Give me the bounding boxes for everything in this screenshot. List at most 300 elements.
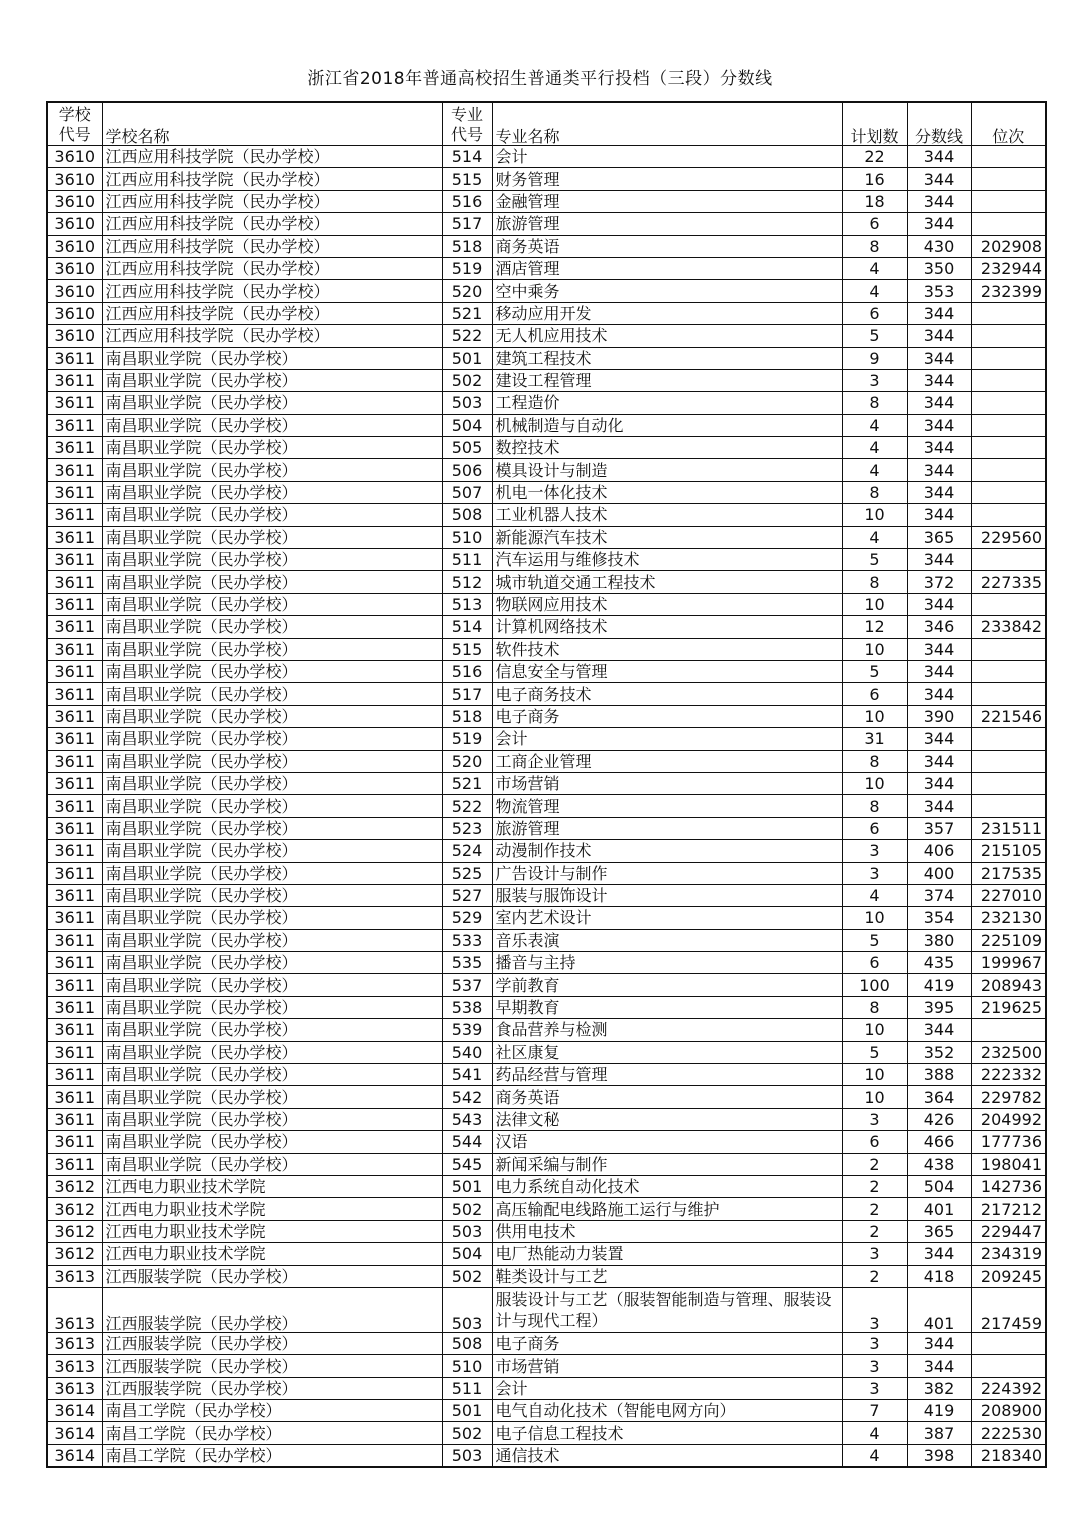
major-name-cell: 信息安全与管理 — [492, 660, 842, 682]
plan-cell: 3 — [842, 1243, 907, 1265]
major-code-cell: 508 — [442, 504, 492, 526]
school-code-cell: 3611 — [47, 862, 102, 884]
table-row — [47, 1108, 1046, 1130]
rank-cell — [971, 750, 1046, 772]
table-row — [47, 884, 1046, 906]
school-code-cell: 3610 — [47, 146, 102, 168]
rank-cell — [971, 504, 1046, 526]
score-cell: 380 — [907, 929, 971, 951]
school-code-cell: 3611 — [47, 593, 102, 615]
school-code-cell: 3611 — [47, 1086, 102, 1108]
school-code-cell: 3611 — [47, 414, 102, 436]
score-cell: 364 — [907, 1086, 971, 1108]
major-name-cell: 工业机器人技术 — [492, 504, 842, 526]
major-code-cell: 511 — [442, 549, 492, 571]
rank-cell: 222530 — [971, 1422, 1046, 1444]
plan-cell: 10 — [842, 772, 907, 794]
table-row — [47, 638, 1046, 660]
school-name-cell: 江西应用科技学院（民办学校） — [102, 168, 442, 190]
major-code-cell: 514 — [442, 146, 492, 168]
major-code-cell: 503 — [442, 1444, 492, 1467]
table-row — [47, 1198, 1046, 1220]
table-row — [47, 146, 1046, 168]
school-name-cell: 南昌职业学院（民办学校） — [102, 392, 442, 414]
major-code-cell: 521 — [442, 772, 492, 794]
score-cell: 344 — [907, 190, 971, 212]
school-name-cell: 江西应用科技学院（民办学校） — [102, 302, 442, 324]
score-cell: 387 — [907, 1422, 971, 1444]
plan-cell: 5 — [842, 929, 907, 951]
plan-cell: 4 — [842, 414, 907, 436]
school-code-cell: 3610 — [47, 325, 102, 347]
major-name-cell: 机械制造与自动化 — [492, 414, 842, 436]
score-cell: 357 — [907, 817, 971, 839]
table-row — [47, 974, 1046, 996]
score-cell: 372 — [907, 571, 971, 593]
plan-cell: 6 — [842, 302, 907, 324]
school-code-cell: 3613 — [47, 1332, 102, 1354]
major-code-cell: 517 — [442, 683, 492, 705]
major-name-cell: 高压输配电线路施工运行与维护 — [492, 1198, 842, 1220]
rank-cell — [971, 481, 1046, 503]
rank-cell: 222332 — [971, 1064, 1046, 1086]
school-name-cell: 南昌职业学院（民办学校） — [102, 616, 442, 638]
plan-cell: 2 — [842, 1153, 907, 1175]
score-cell: 344 — [907, 168, 971, 190]
rank-cell: 199967 — [971, 952, 1046, 974]
major-name-cell: 会计 — [492, 1377, 842, 1399]
plan-cell: 10 — [842, 593, 907, 615]
table-row — [47, 795, 1046, 817]
major-code-cell: 515 — [442, 168, 492, 190]
major-code-cell: 504 — [442, 414, 492, 436]
school-code-cell: 3611 — [47, 571, 102, 593]
plan-cell: 4 — [842, 526, 907, 548]
table-row — [47, 257, 1046, 279]
score-cell: 344 — [907, 347, 971, 369]
major-name-cell: 旅游管理 — [492, 817, 842, 839]
major-code-cell: 540 — [442, 1041, 492, 1063]
table-row — [47, 862, 1046, 884]
school-name-cell: 江西应用科技学院（民办学校） — [102, 146, 442, 168]
school-name-cell: 南昌职业学院（民办学校） — [102, 996, 442, 1018]
plan-cell: 10 — [842, 504, 907, 526]
plan-cell: 10 — [842, 907, 907, 929]
school-code-cell: 3611 — [47, 392, 102, 414]
school-code-cell: 3610 — [47, 302, 102, 324]
school-name-cell: 江西服装学院（民办学校） — [102, 1377, 442, 1399]
school-code-cell: 3611 — [47, 840, 102, 862]
school-name-cell: 江西电力职业技术学院 — [102, 1243, 442, 1265]
plan-cell: 6 — [842, 1131, 907, 1153]
table-row — [47, 1175, 1046, 1197]
school-code-cell: 3612 — [47, 1220, 102, 1242]
school-code-cell: 3611 — [47, 504, 102, 526]
table-row — [47, 817, 1046, 839]
plan-cell: 3 — [842, 1108, 907, 1130]
school-name-cell: 南昌职业学院（民办学校） — [102, 369, 442, 391]
major-name-cell: 新闻采编与制作 — [492, 1153, 842, 1175]
school-name-cell: 南昌职业学院（民办学校） — [102, 728, 442, 750]
major-name-cell: 电气自动化技术（智能电网方向） — [492, 1400, 842, 1422]
table-row — [47, 683, 1046, 705]
major-code-cell: 518 — [442, 235, 492, 257]
major-name-cell: 电厂热能动力装置 — [492, 1243, 842, 1265]
plan-cell: 8 — [842, 481, 907, 503]
major-name-cell: 工商企业管理 — [492, 750, 842, 772]
plan-cell: 8 — [842, 235, 907, 257]
table-row — [47, 549, 1046, 571]
score-cell: 374 — [907, 884, 971, 906]
school-code-cell: 3610 — [47, 190, 102, 212]
major-code-cell: 515 — [442, 638, 492, 660]
major-name-cell: 音乐表演 — [492, 929, 842, 951]
school-name-cell: 南昌职业学院（民办学校） — [102, 750, 442, 772]
score-cell: 344 — [907, 660, 971, 682]
school-name-cell: 南昌职业学院（民办学校） — [102, 1153, 442, 1175]
rank-cell — [971, 638, 1046, 660]
major-code-cell: 514 — [442, 616, 492, 638]
major-code-cell: 529 — [442, 907, 492, 929]
table-row — [47, 772, 1046, 794]
school-code-cell: 3611 — [47, 772, 102, 794]
major-name-cell: 社区康复 — [492, 1041, 842, 1063]
major-name-cell: 学前教育 — [492, 974, 842, 996]
score-cell: 382 — [907, 1377, 971, 1399]
rank-cell: 227335 — [971, 571, 1046, 593]
school-name-cell: 南昌职业学院（民办学校） — [102, 862, 442, 884]
score-cell: 344 — [907, 772, 971, 794]
plan-cell: 4 — [842, 459, 907, 481]
major-name-cell: 机电一体化技术 — [492, 481, 842, 503]
score-cell: 344 — [907, 750, 971, 772]
table-row — [47, 504, 1046, 526]
major-name-cell: 计算机网络技术 — [492, 616, 842, 638]
major-name-cell: 酒店管理 — [492, 257, 842, 279]
school-name-cell: 南昌职业学院（民办学校） — [102, 705, 442, 727]
major-name-cell: 新能源汽车技术 — [492, 526, 842, 548]
table-row — [47, 1444, 1046, 1467]
score-cell: 419 — [907, 1400, 971, 1422]
plan-cell: 4 — [842, 1422, 907, 1444]
score-cell: 406 — [907, 840, 971, 862]
school-name-cell: 江西应用科技学院（民办学校） — [102, 280, 442, 302]
plan-cell: 8 — [842, 750, 907, 772]
major-name-cell: 室内艺术设计 — [492, 907, 842, 929]
school-name-cell: 江西应用科技学院（民办学校） — [102, 257, 442, 279]
rank-cell: 204992 — [971, 1108, 1046, 1130]
major-name-cell: 财务管理 — [492, 168, 842, 190]
plan-cell: 6 — [842, 213, 907, 235]
school-name-cell: 南昌职业学院（民办学校） — [102, 504, 442, 526]
major-code-cell: 516 — [442, 190, 492, 212]
table-row — [47, 952, 1046, 974]
rank-cell — [971, 795, 1046, 817]
plan-cell: 18 — [842, 190, 907, 212]
major-code-cell: 545 — [442, 1153, 492, 1175]
school-name-cell: 南昌职业学院（民办学校） — [102, 414, 442, 436]
school-name-cell: 南昌职业学院（民办学校） — [102, 1108, 442, 1130]
table-row — [47, 593, 1046, 615]
major-name-cell: 数控技术 — [492, 437, 842, 459]
table-row — [47, 571, 1046, 593]
plan-cell: 5 — [842, 660, 907, 682]
table-row — [47, 481, 1046, 503]
major-name-cell: 建设工程管理 — [492, 369, 842, 391]
major-code-cell: 510 — [442, 526, 492, 548]
rank-cell: 232130 — [971, 907, 1046, 929]
plan-cell: 5 — [842, 1041, 907, 1063]
school-name-cell: 江西电力职业技术学院 — [102, 1220, 442, 1242]
score-cell: 352 — [907, 1041, 971, 1063]
major-code-cell: 506 — [442, 459, 492, 481]
major-code-cell: 510 — [442, 1355, 492, 1377]
school-code-cell: 3614 — [47, 1400, 102, 1422]
major-name-cell: 食品营养与检测 — [492, 1019, 842, 1041]
school-name-cell: 江西应用科技学院（民办学校） — [102, 325, 442, 347]
table-row — [47, 325, 1046, 347]
plan-cell: 6 — [842, 817, 907, 839]
rank-cell: 217459 — [971, 1287, 1046, 1332]
major-name-cell: 无人机应用技术 — [492, 325, 842, 347]
score-cell: 344 — [907, 728, 971, 750]
major-name-cell: 移动应用开发 — [492, 302, 842, 324]
school-name-cell: 南昌职业学院（民办学校） — [102, 817, 442, 839]
plan-cell: 100 — [842, 974, 907, 996]
score-cell: 388 — [907, 1064, 971, 1086]
rank-cell: 227010 — [971, 884, 1046, 906]
major-code-cell: 518 — [442, 705, 492, 727]
score-cell: 344 — [907, 392, 971, 414]
score-table — [46, 101, 1047, 1468]
table-row — [47, 705, 1046, 727]
header-rank: 位次 — [971, 102, 1046, 146]
rank-cell: 217535 — [971, 862, 1046, 884]
score-cell: 344 — [907, 593, 971, 615]
header-school-name: 学校名称 — [102, 102, 442, 146]
table-row — [47, 840, 1046, 862]
school-name-cell: 江西应用科技学院（民办学校） — [102, 235, 442, 257]
table-row — [47, 1019, 1046, 1041]
rank-cell — [971, 772, 1046, 794]
major-name-cell: 播音与主持 — [492, 952, 842, 974]
school-code-cell: 3611 — [47, 437, 102, 459]
rank-cell — [971, 660, 1046, 682]
plan-cell: 2 — [842, 1175, 907, 1197]
school-code-cell: 3611 — [47, 1153, 102, 1175]
school-code-cell: 3613 — [47, 1287, 102, 1332]
rank-cell: 229560 — [971, 526, 1046, 548]
major-name-cell: 药品经营与管理 — [492, 1064, 842, 1086]
major-code-cell: 537 — [442, 974, 492, 996]
school-name-cell: 南昌职业学院（民办学校） — [102, 549, 442, 571]
rank-cell — [971, 392, 1046, 414]
score-cell: 344 — [907, 437, 971, 459]
school-name-cell: 南昌工学院（民办学校） — [102, 1422, 442, 1444]
school-code-cell: 3611 — [47, 1131, 102, 1153]
rank-cell — [971, 1355, 1046, 1377]
school-code-cell: 3611 — [47, 481, 102, 503]
major-code-cell: 527 — [442, 884, 492, 906]
plan-cell: 16 — [842, 168, 907, 190]
table-row — [47, 369, 1046, 391]
major-code-cell: 503 — [442, 392, 492, 414]
school-name-cell: 江西服装学院（民办学校） — [102, 1332, 442, 1354]
rank-cell — [971, 459, 1046, 481]
table-row — [47, 1287, 1046, 1332]
school-name-cell: 江西服装学院（民办学校） — [102, 1287, 442, 1332]
header-major-name: 专业名称 — [492, 102, 842, 146]
rank-cell: 231511 — [971, 817, 1046, 839]
plan-cell: 8 — [842, 996, 907, 1018]
major-name-cell: 会计 — [492, 728, 842, 750]
major-code-cell: 505 — [442, 437, 492, 459]
score-cell: 344 — [907, 481, 971, 503]
plan-cell: 8 — [842, 392, 907, 414]
score-cell: 395 — [907, 996, 971, 1018]
major-code-cell: 522 — [442, 795, 492, 817]
school-code-cell: 3611 — [47, 728, 102, 750]
school-name-cell: 南昌职业学院（民办学校） — [102, 840, 442, 862]
school-name-cell: 南昌职业学院（民办学校） — [102, 952, 442, 974]
major-code-cell: 511 — [442, 1377, 492, 1399]
rank-cell — [971, 302, 1046, 324]
table-row — [47, 750, 1046, 772]
plan-cell: 8 — [842, 795, 907, 817]
header-plan: 计划数 — [842, 102, 907, 146]
plan-cell: 3 — [842, 862, 907, 884]
school-code-cell: 3614 — [47, 1444, 102, 1467]
school-name-cell: 南昌工学院（民办学校） — [102, 1400, 442, 1422]
score-cell: 419 — [907, 974, 971, 996]
school-code-cell: 3611 — [47, 705, 102, 727]
school-name-cell: 江西服装学院（民办学校） — [102, 1265, 442, 1287]
major-code-cell: 508 — [442, 1332, 492, 1354]
plan-cell: 5 — [842, 549, 907, 571]
school-code-cell: 3611 — [47, 996, 102, 1018]
major-code-cell: 513 — [442, 593, 492, 615]
major-code-cell: 517 — [442, 213, 492, 235]
plan-cell: 8 — [842, 571, 907, 593]
table-row — [47, 1041, 1046, 1063]
school-name-cell: 南昌职业学院（民办学校） — [102, 795, 442, 817]
school-code-cell: 3611 — [47, 884, 102, 906]
plan-cell: 2 — [842, 1220, 907, 1242]
major-name-cell: 电子商务 — [492, 1332, 842, 1354]
major-name-cell: 空中乘务 — [492, 280, 842, 302]
table-row — [47, 1265, 1046, 1287]
major-code-cell: 502 — [442, 1198, 492, 1220]
table-row — [47, 1377, 1046, 1399]
school-code-cell: 3611 — [47, 549, 102, 571]
table-row — [47, 459, 1046, 481]
score-cell: 344 — [907, 1332, 971, 1354]
rank-cell: 229782 — [971, 1086, 1046, 1108]
plan-cell: 6 — [842, 952, 907, 974]
plan-cell: 4 — [842, 257, 907, 279]
plan-cell: 12 — [842, 616, 907, 638]
rank-cell — [971, 593, 1046, 615]
plan-cell: 31 — [842, 728, 907, 750]
table-row — [47, 526, 1046, 548]
major-code-cell: 501 — [442, 1400, 492, 1422]
table-row — [47, 1422, 1046, 1444]
major-name-cell: 工程造价 — [492, 392, 842, 414]
score-cell: 346 — [907, 616, 971, 638]
plan-cell: 10 — [842, 1064, 907, 1086]
major-code-cell: 533 — [442, 929, 492, 951]
score-cell: 344 — [907, 795, 971, 817]
rank-cell — [971, 325, 1046, 347]
school-code-cell: 3611 — [47, 683, 102, 705]
major-name-cell: 服装设计与工艺（服装智能制造与管理、服装设计与现代工程） — [492, 1287, 842, 1332]
plan-cell: 4 — [842, 1444, 907, 1467]
school-name-cell: 江西应用科技学院（民办学校） — [102, 213, 442, 235]
school-code-cell: 3610 — [47, 168, 102, 190]
score-cell: 344 — [907, 213, 971, 235]
plan-cell: 4 — [842, 437, 907, 459]
table-row — [47, 437, 1046, 459]
school-code-cell: 3610 — [47, 213, 102, 235]
table-row — [47, 392, 1046, 414]
rank-cell — [971, 683, 1046, 705]
rank-cell: 198041 — [971, 1153, 1046, 1175]
school-name-cell: 江西服装学院（民办学校） — [102, 1355, 442, 1377]
rank-cell: 225109 — [971, 929, 1046, 951]
school-code-cell: 3611 — [47, 952, 102, 974]
rank-cell: 232944 — [971, 257, 1046, 279]
plan-cell: 3 — [842, 1287, 907, 1332]
table-row — [47, 280, 1046, 302]
rank-cell: 177736 — [971, 1131, 1046, 1153]
school-code-cell: 3613 — [47, 1265, 102, 1287]
rank-cell — [971, 728, 1046, 750]
school-code-cell: 3610 — [47, 280, 102, 302]
school-code-cell: 3613 — [47, 1377, 102, 1399]
school-name-cell: 南昌职业学院（民办学校） — [102, 437, 442, 459]
rank-cell: 224392 — [971, 1377, 1046, 1399]
school-code-cell: 3610 — [47, 257, 102, 279]
table-row — [47, 347, 1046, 369]
rank-cell — [971, 549, 1046, 571]
score-cell: 435 — [907, 952, 971, 974]
major-name-cell: 供用电技术 — [492, 1220, 842, 1242]
major-code-cell: 521 — [442, 302, 492, 324]
major-name-cell: 法律文秘 — [492, 1108, 842, 1130]
school-name-cell: 南昌职业学院（民办学校） — [102, 481, 442, 503]
rank-cell: 209245 — [971, 1265, 1046, 1287]
rank-cell — [971, 213, 1046, 235]
plan-cell: 10 — [842, 705, 907, 727]
school-name-cell: 南昌职业学院（民办学校） — [102, 1041, 442, 1063]
school-name-cell: 南昌职业学院（民办学校） — [102, 526, 442, 548]
school-name-cell: 南昌职业学院（民办学校） — [102, 1019, 442, 1041]
major-name-cell: 模具设计与制造 — [492, 459, 842, 481]
major-name-cell: 市场营销 — [492, 772, 842, 794]
score-cell: 398 — [907, 1444, 971, 1467]
school-code-cell: 3611 — [47, 1041, 102, 1063]
major-code-cell: 519 — [442, 257, 492, 279]
score-cell: 430 — [907, 235, 971, 257]
score-cell: 344 — [907, 549, 971, 571]
score-cell: 353 — [907, 280, 971, 302]
rank-cell: 202908 — [971, 235, 1046, 257]
rank-cell — [971, 1332, 1046, 1354]
plan-cell: 2 — [842, 1198, 907, 1220]
school-name-cell: 南昌职业学院（民办学校） — [102, 571, 442, 593]
school-name-cell: 南昌职业学院（民办学校） — [102, 907, 442, 929]
table-row — [47, 235, 1046, 257]
